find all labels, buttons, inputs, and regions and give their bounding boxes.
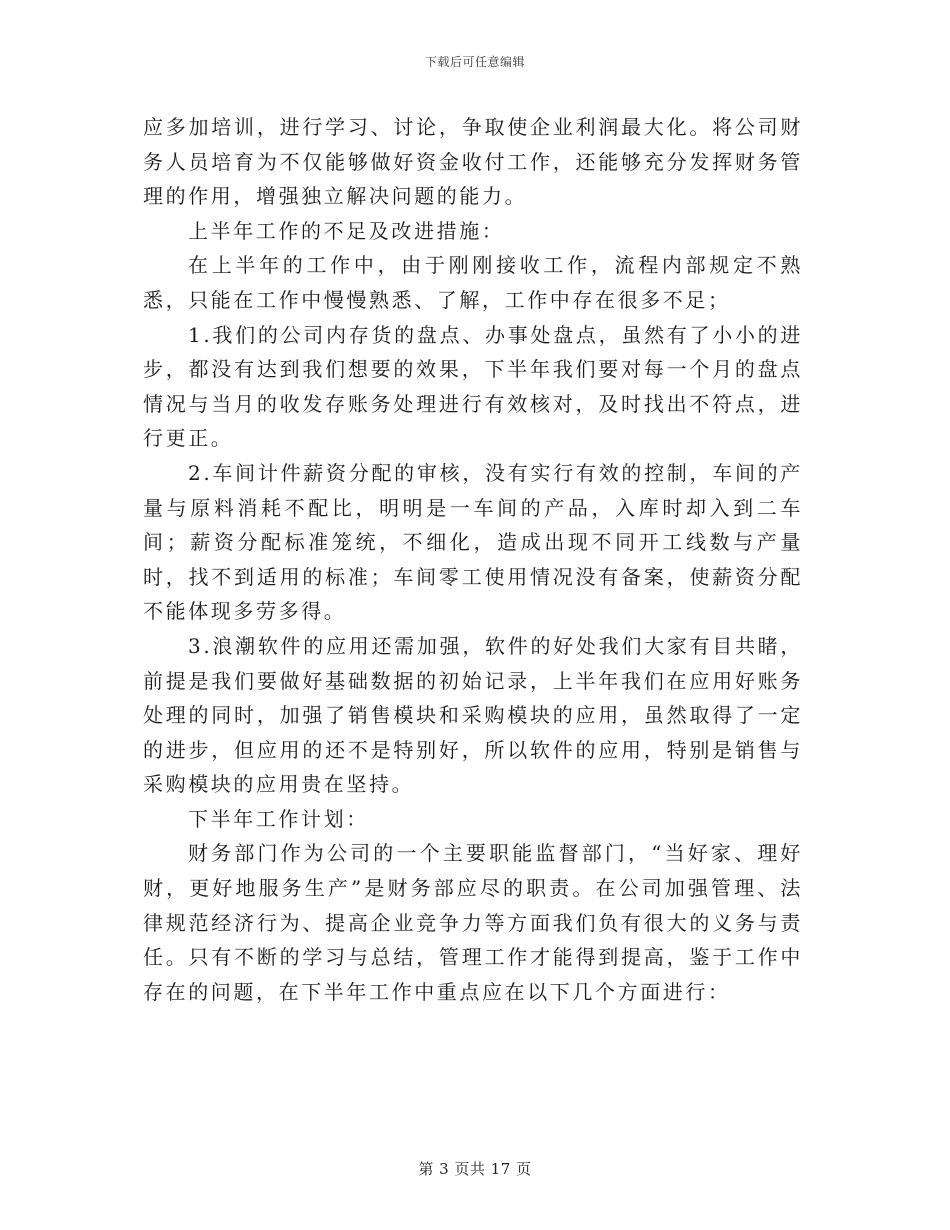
- paragraph-1: 应多加培训，进行学习、讨论，争取使企业利润最大化。将公司财务人员培育为不仅能够做好资金收付工作，还能够充分发挥财务管理的作用，增强独立解决问题的能力。: [143, 115, 803, 209]
- list-item-1: 1.我们的公司内存货的盘点、办事处盘点，虽然有了小小的进步，都没有达到我们想要的效果，下半年我们要对每一个月的盘点情况与当月的收发存账务处理进行有效核对，及时找出不符点，进行更正。: [143, 322, 803, 451]
- page-footer: 第 3 页共 17 页: [418, 1160, 532, 1178]
- document-body: [143, 110, 803, 1009]
- list-item-2: 2.车间计件薪资分配的审核，没有实行有效的控制，车间的产量与原料消耗不配比，明明是一车间的产品，入库时却入到二车间；薪资分配标准笼统，不细化，造成出现不同开工线数与产量时，找不到适用的标准；车间零工使用情况没有备案，使薪资分配不能体现多劳多得。: [143, 460, 803, 624]
- paragraph-3: 财务部门作为公司的一个主要职能监督部门，“当好家、理好财，更好地服务生产”是财务部应尽的职责。在公司加强管理、法律规范经济行为、提高企业竞争力等方面我们负有很大的义务与责任。只有不断的学习与总结，管理工作才能得到提高，鉴于工作中存在的问题，在下半年工作中重点应在以下几个方面进行：: [143, 841, 803, 1004]
- section-heading-plan: 下半年工作计划：: [188, 806, 369, 831]
- list-item-3: 3.浪潮软件的应用还需加强，软件的好处我们大家有目共睹，前提是我们要做好基础数据的初始记录，上半年我们在应用好账务处理的同时，加强了销售模块和采购模块的应用，虽然取得了一定的进步，但应用的还不是特别好，所以软件的应用，特别是销售与采购模块的应用贵在坚持。: [143, 633, 803, 797]
- section-heading-shortcomings: 上半年工作的不足及改进措施：: [188, 218, 505, 243]
- paragraph-2: 在上半年的工作中，由于刚刚接收工作，流程内部规定不熟悉，只能在工作中慢慢熟悉、了解，工作中存在很多不足；: [143, 253, 803, 312]
- page-header: 下载后可任意编辑: [424, 55, 525, 69]
